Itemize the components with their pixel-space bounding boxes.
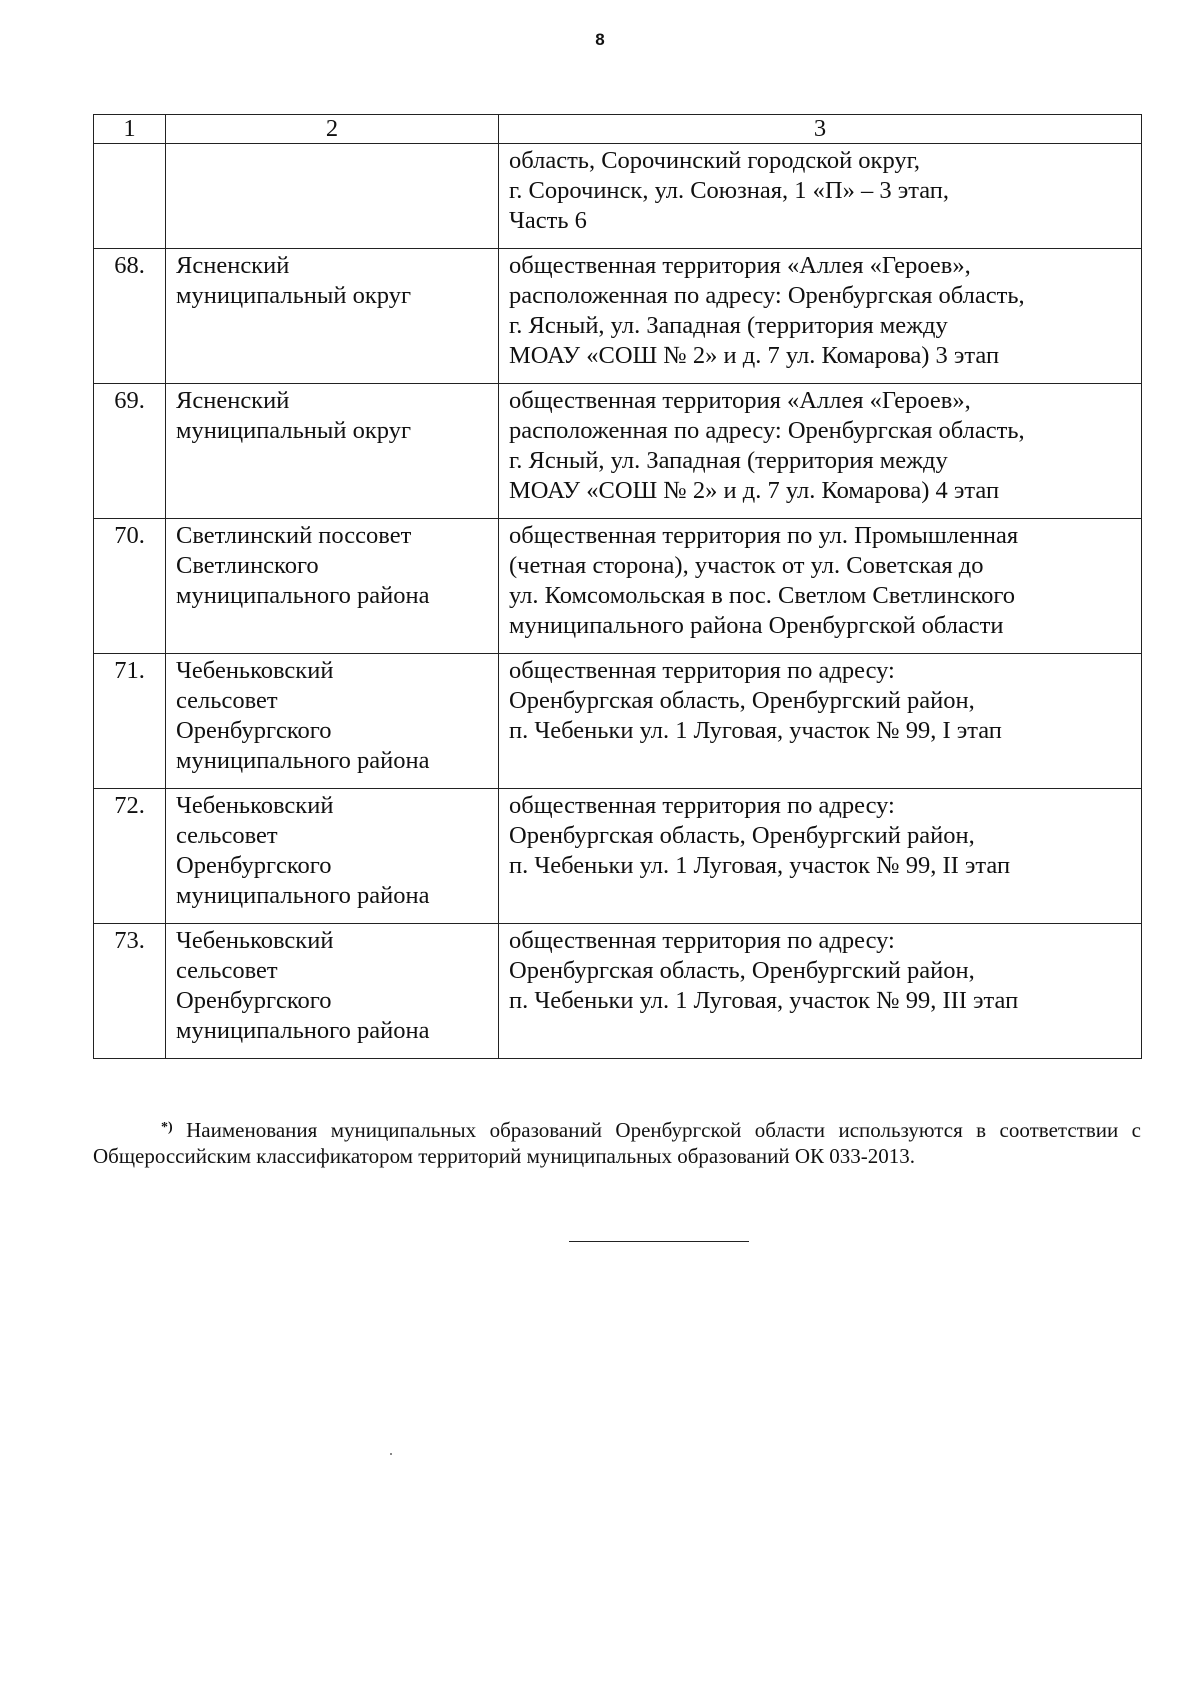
territory-line: МОАУ «СОШ № 2» и д. 7 ул. Комарова) 3 этап: [509, 342, 1000, 369]
entity-line: муниципальный округ: [176, 417, 411, 444]
row-number-cell: 71.: [94, 654, 166, 789]
territory-line: Оренбургская область, Оренбургский район,: [509, 957, 975, 984]
entity-line: сельсовет: [176, 687, 278, 714]
table-row: [94, 249, 1142, 384]
territory-table: [93, 114, 1142, 1059]
territory-line: общественная территория по ул. Промышленная: [509, 522, 1019, 549]
territory-line: расположенная по адресу: Оренбургская область,: [509, 282, 1025, 309]
territory-line: МОАУ «СОШ № 2» и д. 7 ул. Комарова) 4 этап: [509, 477, 1000, 504]
entity-line: Чебеньковский: [176, 927, 334, 954]
territory-cell: [499, 249, 1142, 384]
territory-line: муниципального района Оренбургской области: [509, 612, 1004, 639]
territory-line: Оренбургская область, Оренбургский район,: [509, 687, 975, 714]
territory-line: общественная территория по адресу:: [509, 927, 895, 954]
row-number-cell: 68.: [94, 249, 166, 384]
entity-line: Ясненский: [176, 252, 290, 279]
territory-line: (четная сторона), участок от ул. Советская до: [509, 552, 984, 579]
municipal-entity-cell: [166, 654, 499, 789]
municipal-entity-cell: [166, 384, 499, 519]
territory-line: общественная территория по адресу:: [509, 657, 895, 684]
entity-line: сельсовет: [176, 957, 278, 984]
footnote-paragraph: [93, 1117, 1141, 1169]
entity-line: Оренбургского: [176, 852, 332, 879]
territory-line: ул. Комсомольская в пос. Светлом Светлинского: [509, 582, 1016, 609]
footnote-marker: *): [161, 1120, 173, 1135]
territory-line: г. Ясный, ул. Западная (территория между: [509, 447, 948, 474]
territory-cell: [499, 654, 1142, 789]
table-row: [94, 519, 1142, 654]
footnote-text: Наименования муниципальных образований Оренбургской области используются в соответствии с Общероссийским классификатором территорий муниципальных образований ОК 033-2013.: [93, 1118, 1141, 1168]
territory-line: п. Чебеньки ул. 1 Луговая, участок № 99, II этап: [509, 852, 1011, 879]
territory-line: область, Сорочинский городской округ,: [509, 147, 921, 174]
table-row: [94, 924, 1142, 1059]
table-row: [94, 654, 1142, 789]
footnote: [93, 1117, 1141, 1169]
territory-line: г. Сорочинск, ул. Союзная, 1 «П» – 3 этап,: [509, 177, 950, 204]
territory-line: Оренбургская область, Оренбургский район,: [509, 822, 975, 849]
territory-cell: [499, 789, 1142, 924]
row-number-cell: 70.: [94, 519, 166, 654]
territory-cell: [499, 144, 1142, 249]
table-body: [94, 115, 1142, 1059]
entity-line: Светлинский поссовет: [176, 522, 412, 549]
territory-line: Часть 6: [509, 207, 587, 234]
entity-line: муниципальный округ: [176, 282, 411, 309]
entity-line: Оренбургского: [176, 987, 332, 1014]
entity-line: сельсовет: [176, 822, 278, 849]
territory-line: п. Чебеньки ул. 1 Луговая, участок № 99, III этап: [509, 987, 1019, 1014]
territory-line: общественная территория по адресу:: [509, 792, 895, 819]
entity-line: Светлинского: [176, 552, 319, 579]
row-number-cell: 72.: [94, 789, 166, 924]
entity-line: Ясненский: [176, 387, 290, 414]
entity-line: муниципального района: [176, 582, 430, 609]
territory-cell: [499, 924, 1142, 1059]
table-row: [94, 144, 1142, 249]
column-header-number: 1: [94, 115, 166, 144]
municipal-entity-cell: [166, 249, 499, 384]
territory-line: общественная территория «Аллея «Героев»,: [509, 387, 971, 414]
territory-line: г. Ясный, ул. Западная (территория между: [509, 312, 948, 339]
entity-line: муниципального района: [176, 882, 430, 909]
territory-line: п. Чебеньки ул. 1 Луговая, участок № 99, I этап: [509, 717, 1002, 744]
municipal-entity-cell: [166, 924, 499, 1059]
entity-line: Оренбургского: [176, 717, 332, 744]
end-divider: [569, 1241, 749, 1242]
entity-line: муниципального района: [176, 747, 430, 774]
page-number: 8: [595, 30, 605, 49]
row-number-cell: 73.: [94, 924, 166, 1059]
table-header-row: [94, 115, 1142, 144]
territory-line: расположенная по адресу: Оренбургская область,: [509, 417, 1025, 444]
territory-cell: [499, 519, 1142, 654]
row-number-cell: 69.: [94, 384, 166, 519]
table-row: [94, 789, 1142, 924]
territory-line: общественная территория «Аллея «Героев»,: [509, 252, 971, 279]
entity-line: муниципального района: [176, 1017, 430, 1044]
column-header-territory: 3: [499, 115, 1142, 144]
municipal-entity-cell: [166, 519, 499, 654]
municipal-entity-cell: [166, 144, 499, 249]
territory-cell: [499, 384, 1142, 519]
table-row: [94, 384, 1142, 519]
column-header-entity: 2: [166, 115, 499, 144]
entity-line: Чебеньковский: [176, 657, 334, 684]
row-number-cell: [94, 144, 166, 249]
entity-line: Чебеньковский: [176, 792, 334, 819]
municipal-entity-cell: [166, 789, 499, 924]
scan-artifact-dot: [390, 1453, 392, 1455]
